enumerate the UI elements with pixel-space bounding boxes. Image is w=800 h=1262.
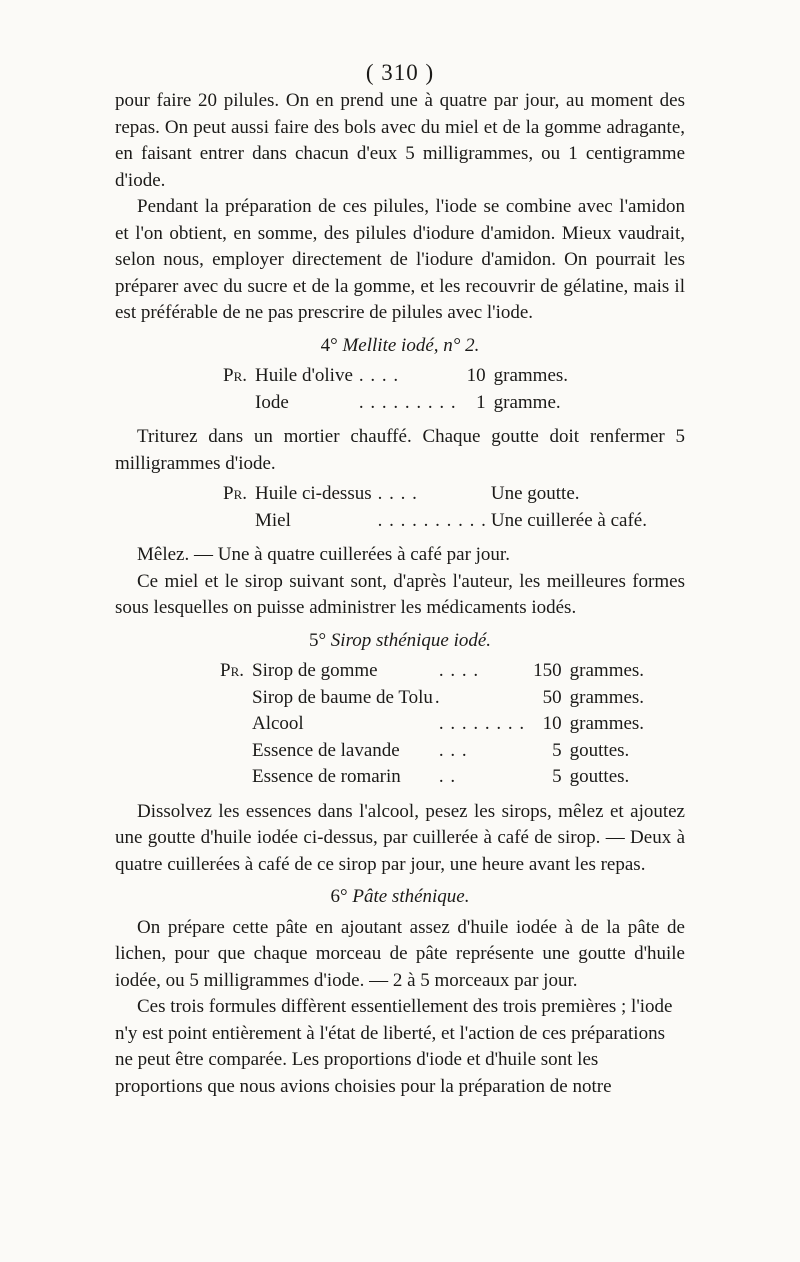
ingredient-name: Miel xyxy=(255,509,291,531)
ingredient-name: Huile ci-dessus xyxy=(255,483,372,504)
leader-dots: . . . . xyxy=(438,660,480,681)
leader-dots: . . xyxy=(438,766,457,787)
section-number: 6° xyxy=(330,886,348,907)
ingredient-unit: grammes. xyxy=(569,686,645,708)
recipe-pr xyxy=(223,508,255,535)
recipe-pr: Pr. xyxy=(223,365,247,386)
page-body xyxy=(115,88,685,1100)
ingredient-name: Iode xyxy=(255,391,289,413)
ingredient-unit: grammes. xyxy=(569,660,645,681)
recipe-row xyxy=(220,711,644,738)
ingredient-quantity: 10 xyxy=(466,365,486,386)
ingredient-unit: grammes. xyxy=(493,365,569,386)
recipe-row xyxy=(223,363,568,390)
section-suffix: n° 2. xyxy=(443,334,480,356)
leader-dots: . . . . . . . . . xyxy=(358,391,457,413)
section-title: Sirop sthénique iodé. xyxy=(330,629,492,651)
ingredient-quantity: 10 xyxy=(542,713,562,734)
ingredient-quantity: Une goutte. xyxy=(490,483,580,504)
section-number: 5° xyxy=(308,629,327,651)
section-heading-mellite xyxy=(115,333,685,360)
leader-dots: . . . . xyxy=(377,483,418,504)
paragraph-on-prepare: On prépare cette pâte en ajoutant assez d'huile iodée à de la pâte de lichen, pour que chaque morceau de pâte représente une goutte d'huile iodée, ou 5 milligrammes d'iode. — 2 à 5 morceaux par jour. xyxy=(115,916,685,991)
recipe-pr xyxy=(220,685,252,712)
leader-dots: . . . . . . . . . . xyxy=(377,509,487,531)
page-number: ( 310 ) xyxy=(365,60,435,85)
recipe-mellite xyxy=(223,363,568,416)
recipe-pr xyxy=(220,711,252,738)
ingredient-name: Essence de romarin xyxy=(252,766,401,787)
leader-dots: . . . . . . . . xyxy=(438,713,526,734)
ingredient-name: Huile d'olive xyxy=(255,365,353,386)
recipe-pr: Pr. xyxy=(223,483,247,504)
ingredient-quantity: Une cuillerée à café. xyxy=(490,509,647,531)
paragraph-triturez: Triturez dans un mortier chauffé. Chaque goutte doit renfermer 5 milligrammes d'iode. xyxy=(115,426,685,474)
paragraph-preparation: Pendant la préparation de ces pilules, l'iode se combine avec l'amidon et l'on obtient, en somme, des pilules d'iodure d'amidon. Mieux vaudrait, selon nous, employer directement de l'iodure d'amidon. On pourrait les préparer avec du sucre et de la gomme, et les recouvrir de gélatine, mais il est préférable de ne pas prescrire de pilules avec l'iode. xyxy=(115,196,685,323)
ingredient-quantity: 5 xyxy=(552,766,562,787)
recipe-row xyxy=(220,764,644,791)
paragraph-melez: Mêlez. — Une à quatre cuillerées à café par jour. xyxy=(137,544,510,565)
paragraph-ces-trois: Ces trois formules diffèrent essentiellement des trois premières ; l'iode n'y est point entièrement à l'état de liberté, et l'action de ces préparations ne peut être comparée. Les proportions d'iode et d'huile sont les proportions que nous avions choisies pour la préparation de notre xyxy=(115,996,673,1097)
recipe-row xyxy=(223,481,647,508)
ingredient-name: Essence de lavande xyxy=(252,739,400,761)
section-number: 4° xyxy=(320,334,338,356)
recipe-pr xyxy=(223,390,255,417)
recipe-row xyxy=(223,508,647,535)
ingredient-unit: gouttes. xyxy=(569,766,630,787)
ingredient-quantity: 5 xyxy=(552,739,562,761)
recipe-pr xyxy=(220,764,252,791)
section-title: Mellite iodé, xyxy=(342,334,439,356)
ingredient-name: Sirop de gomme xyxy=(252,660,378,681)
recipe-row xyxy=(220,738,644,765)
paragraph-dissolvez: Dissolvez les essences dans l'alcool, pesez les sirops, mêlez et ajoutez une goutte d'huile iodée ci-dessus, par cuillerée à café de sirop. — Deux à quatre cuillerées à café de ce sirop par jour, une heure avant les repas. xyxy=(115,800,685,875)
ingredient-name: Alcool xyxy=(252,713,304,734)
paragraph-pilules: pour faire 20 pilules. On en prend une à quatre par jour, au moment des repas. On peut aussi faire des bols avec du miel et de la gomme adragante, en faisant entrer dans chacun d'eux 5 milligrammes, ou 1 centigramme d'iode. xyxy=(115,90,685,191)
leader-dots: . . . xyxy=(438,739,468,761)
leader-dots: . . . . xyxy=(358,365,400,386)
ingredient-name: Sirop de baume de Tolu xyxy=(252,686,433,708)
recipe-pr: Pr. xyxy=(220,660,244,681)
leader-dots: . xyxy=(434,686,441,708)
recipe-row xyxy=(220,658,644,685)
section-heading-sirop xyxy=(115,628,685,655)
ingredient-quantity: 150 xyxy=(533,660,562,681)
ingredient-unit: gouttes. xyxy=(569,739,630,761)
recipe-miel xyxy=(223,481,647,534)
recipe-row xyxy=(223,390,568,417)
recipe-pr xyxy=(220,738,252,765)
ingredient-unit: gramme. xyxy=(493,391,561,413)
recipe-sirop xyxy=(220,658,644,791)
ingredient-quantity: 1 xyxy=(476,391,486,413)
section-heading-pate xyxy=(115,884,685,911)
recipe-row xyxy=(220,685,644,712)
section-title: Pâte sthénique. xyxy=(352,886,470,907)
ingredient-unit: grammes. xyxy=(569,713,645,734)
paragraph-ce-miel: Ce miel et le sirop suivant sont, d'après l'auteur, les meilleures formes sous lesquelles on puisse administrer les médicaments iodés. xyxy=(115,570,685,618)
ingredient-quantity: 50 xyxy=(542,686,562,708)
